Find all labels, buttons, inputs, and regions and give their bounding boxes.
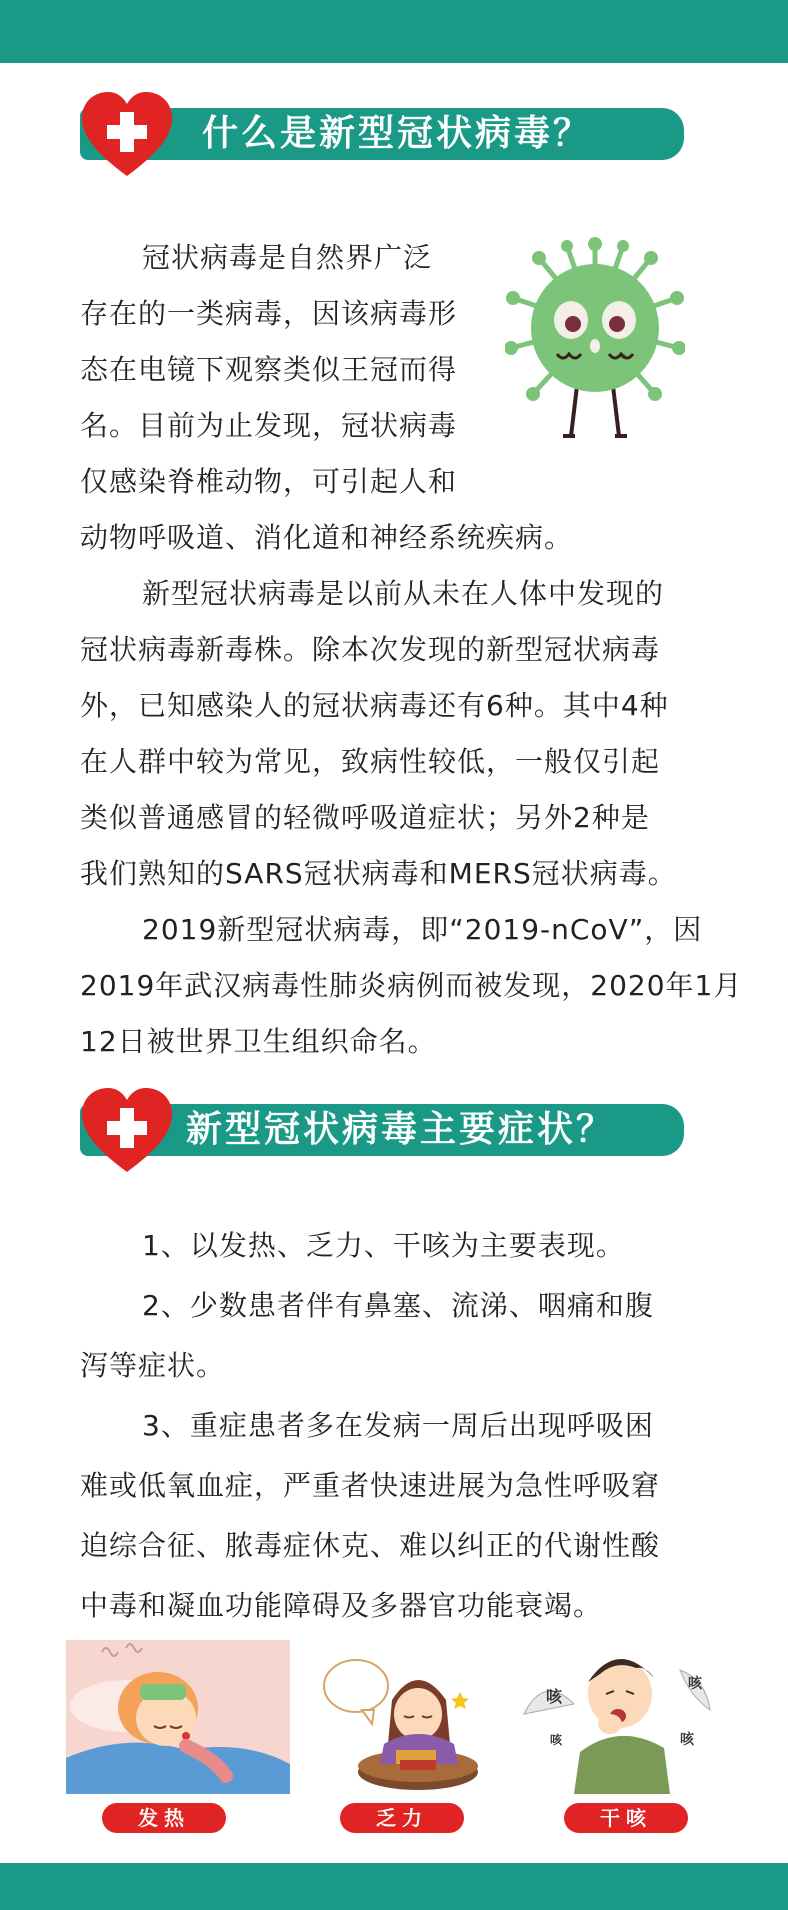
text-line: 冠状病毒新毒株。除本次发现的新型冠状病毒 bbox=[80, 633, 661, 666]
text-line: 12日被世界卫生组织命名。 bbox=[80, 1025, 437, 1058]
symptom-tag-fatigue: 乏力 bbox=[340, 1803, 464, 1833]
text-line: 类似普通感冒的轻微呼吸道症状；另外2种是 bbox=[80, 801, 650, 834]
bottom-band bbox=[0, 1863, 788, 1910]
text-line: 难或低氧血症，严重者快速进展为急性呼吸窘 bbox=[80, 1469, 661, 1502]
text-line: 动物呼吸道、消化道和神经系统疾病。 bbox=[80, 521, 574, 554]
text-line: 我们熟知的SARS冠状病毒和MERS冠状病毒。 bbox=[80, 857, 677, 890]
text-line: 仅感染脊椎动物，可引起人和 bbox=[80, 465, 458, 498]
cough-illustration bbox=[520, 1640, 716, 1794]
text-line: 2、少数患者伴有鼻塞、流涕、咽痛和腹 bbox=[142, 1289, 654, 1322]
text-line: 2019年武汉病毒性肺炎病例而被发现，2020年1月 bbox=[80, 969, 743, 1002]
section2-body bbox=[80, 1216, 716, 1636]
text-line: 泻等症状。 bbox=[80, 1349, 226, 1382]
text-line: 3、重症患者多在发病一周后出现呼吸困 bbox=[142, 1409, 654, 1442]
text-line: 新型冠状病毒是以前从未在人体中发现的 bbox=[142, 577, 665, 610]
symptom-tag-cough: 干咳 bbox=[564, 1803, 688, 1833]
text-line bbox=[80, 1216, 716, 1276]
section2-header bbox=[80, 1090, 684, 1156]
top-band bbox=[0, 0, 788, 63]
text-line: 2019新型冠状病毒，即“2019-nCoV”，因 bbox=[142, 913, 703, 946]
text-line: 态在电镜下观察类似王冠而得 bbox=[80, 353, 458, 386]
text-line: 冠状病毒是自然界广泛 bbox=[142, 241, 433, 274]
text-line: 外，已知感染人的冠状病毒还有6种。其中4种 bbox=[80, 689, 669, 722]
fatigue-illustration bbox=[320, 1640, 490, 1794]
virus-mascot-icon bbox=[505, 236, 685, 446]
medical-heart-icon bbox=[80, 1086, 174, 1176]
text-line bbox=[80, 1396, 716, 1456]
cough-text: 咳 bbox=[550, 1733, 563, 1747]
text-line: 名。目前为止发现，冠状病毒 bbox=[80, 409, 458, 442]
cough-text: 咳 bbox=[688, 1676, 702, 1692]
text-line: 中毒和凝血功能障碍及多器官功能衰竭。 bbox=[80, 1589, 603, 1622]
text-line: 存在的一类病毒，因该病毒形 bbox=[80, 297, 458, 330]
text-line: 在人群中较为常见，致病性较低，一般仅引起 bbox=[80, 745, 661, 778]
section1-title: 什么是新型冠状病毒？ bbox=[202, 113, 593, 154]
medical-heart-icon bbox=[80, 90, 174, 180]
section2-title: 新型冠状病毒主要症状？ bbox=[186, 1109, 616, 1150]
text-line bbox=[80, 1276, 716, 1336]
text-line bbox=[80, 566, 716, 622]
text-line: 迫综合征、脓毒症休克、难以纠正的代谢性酸 bbox=[80, 1529, 661, 1562]
section1-header bbox=[80, 94, 684, 160]
cough-text: 咳 bbox=[680, 1732, 694, 1748]
text-line bbox=[80, 902, 716, 958]
text-line: 1、以发热、乏力、干咳为主要表现。 bbox=[142, 1229, 625, 1262]
cough-text: 咳 bbox=[546, 1687, 563, 1706]
symptom-tag-fever: 发热 bbox=[102, 1803, 226, 1833]
fever-illustration bbox=[66, 1640, 290, 1794]
